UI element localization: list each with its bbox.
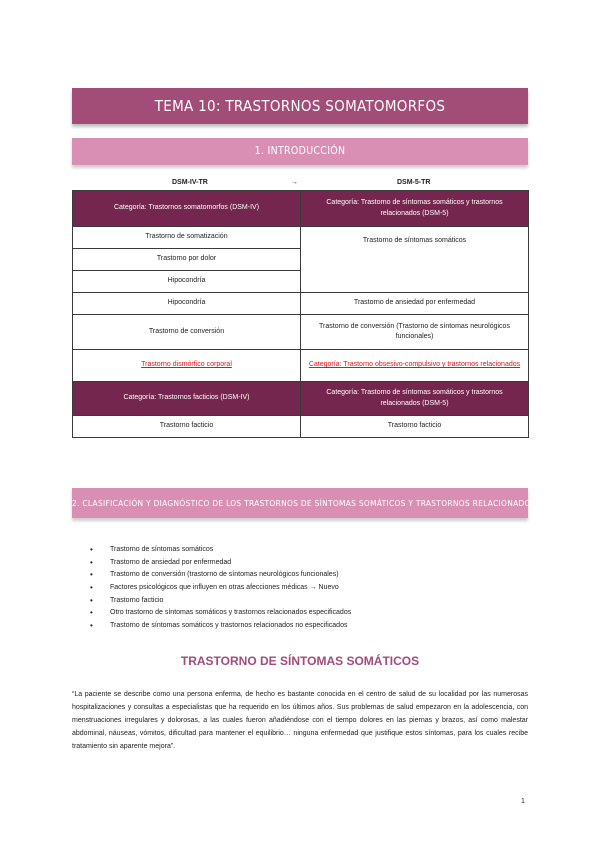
table-row [73,191,529,227]
case-quote: “La paciente se describe como una persona enferma, de hecho es bastante conocida en el centro de salud de su localidad por las numerosas hospitalizaciones y consultas a especialistas que ha requerido en los últimos años. Sus problemas de salud empezaron en la adolescencia, con menstruaciones irregulares y dolorosas, a las cuales fueron añadiéndose con el tiempo dolores en las piernas y brazos, así como malestar abdominal, náuseas, vómitos, dificultad para mantener el equilibrio… ninguna enfermedad que justifique estos síntomas, para los cuales recibe tratamiento sin aparente mejora”. [72,691,528,750]
dsm-5-column-header: DSM-5-TR [397,179,431,186]
list-item: • Trastorno facticio [90,595,351,608]
category-cell: Categoría: Trastornos somatomorfos (DSM-IV) [73,191,301,227]
category-cell: Categoría: Trastorno de síntomas somáticos y trastornos relacionados (DSM-5) [301,382,529,416]
list-item: • Otro trastorno de síntomas somáticos y trastornos relacionados especificados [90,607,351,620]
list-item: • Factores psicológicos que influyen en otras afecciones médicas → Nuevo [90,582,351,595]
table-cell: Trastorno de síntomas somáticos [301,227,529,293]
list-item: • Trastorno de síntomas somáticos y trastornos relacionados no especificados [90,620,351,633]
table-cell: Trastorno de conversión (Trastorno de síntomas neurológicos funcionales) [301,315,529,350]
section-introduccion-heading: 1. INTRODUCCIÓN [72,138,528,165]
table-row [73,315,529,350]
disorder-list [90,544,351,633]
table-row [73,416,529,438]
list-item: • Trastorno de ansiedad por enfermedad [90,557,351,570]
page-number: 1 [521,798,525,805]
list-item: • Trastorno de conversión (trastorno de síntomas neurológicos funcionales) [90,569,351,582]
category-cell: Categoría: Trastorno de síntomas somáticos y trastornos relacionados (DSM-5) [301,191,529,227]
table-row [73,293,529,315]
table-row [73,227,529,249]
table-cell: Trastorno de somatización [73,227,301,249]
table-cell: Categoría: Trastorno obsesivo-compulsivo y trastornos relacionados [301,350,529,382]
table-row [73,350,529,382]
list-item: • Trastorno de síntomas somáticos [90,544,351,557]
section-sintomas-somaticos-heading: TRASTORNO DE SÍNTOMAS SOMÁTICOS [180,654,420,668]
table-cell: Trastorno de ansiedad por enfermedad [301,293,529,315]
table-cell: Trastorno facticio [301,416,529,438]
category-cell: Categoría: Trastornos facticios (DSM-IV) [73,382,301,416]
arrow-icon: → [291,179,298,186]
table-cell: Trastorno facticio [73,416,301,438]
table-cell: Trastorno por dolor [73,249,301,271]
dsm-iv-column-header: DSM-IV-TR [172,179,208,186]
page-title: TEMA 10: TRASTORNOS SOMATOMORFOS [72,88,528,124]
table-cell: Hipocondría [73,271,301,293]
table-cell: Trastorno dismórfico corporal [73,350,301,382]
section-clasificacion-heading: 2. CLASIFICACIÓN Y DIAGNÓSTICO DE LOS TRASTORNOS DE SÍNTOMAS SOMÁTICOS Y TRASTORNOS RELACIONADOS [72,488,528,518]
dsm-comparison-table [72,190,529,438]
table-cell: Hipocondría [73,293,301,315]
table-cell: Trastorno de conversión [73,315,301,350]
table-row [73,382,529,416]
